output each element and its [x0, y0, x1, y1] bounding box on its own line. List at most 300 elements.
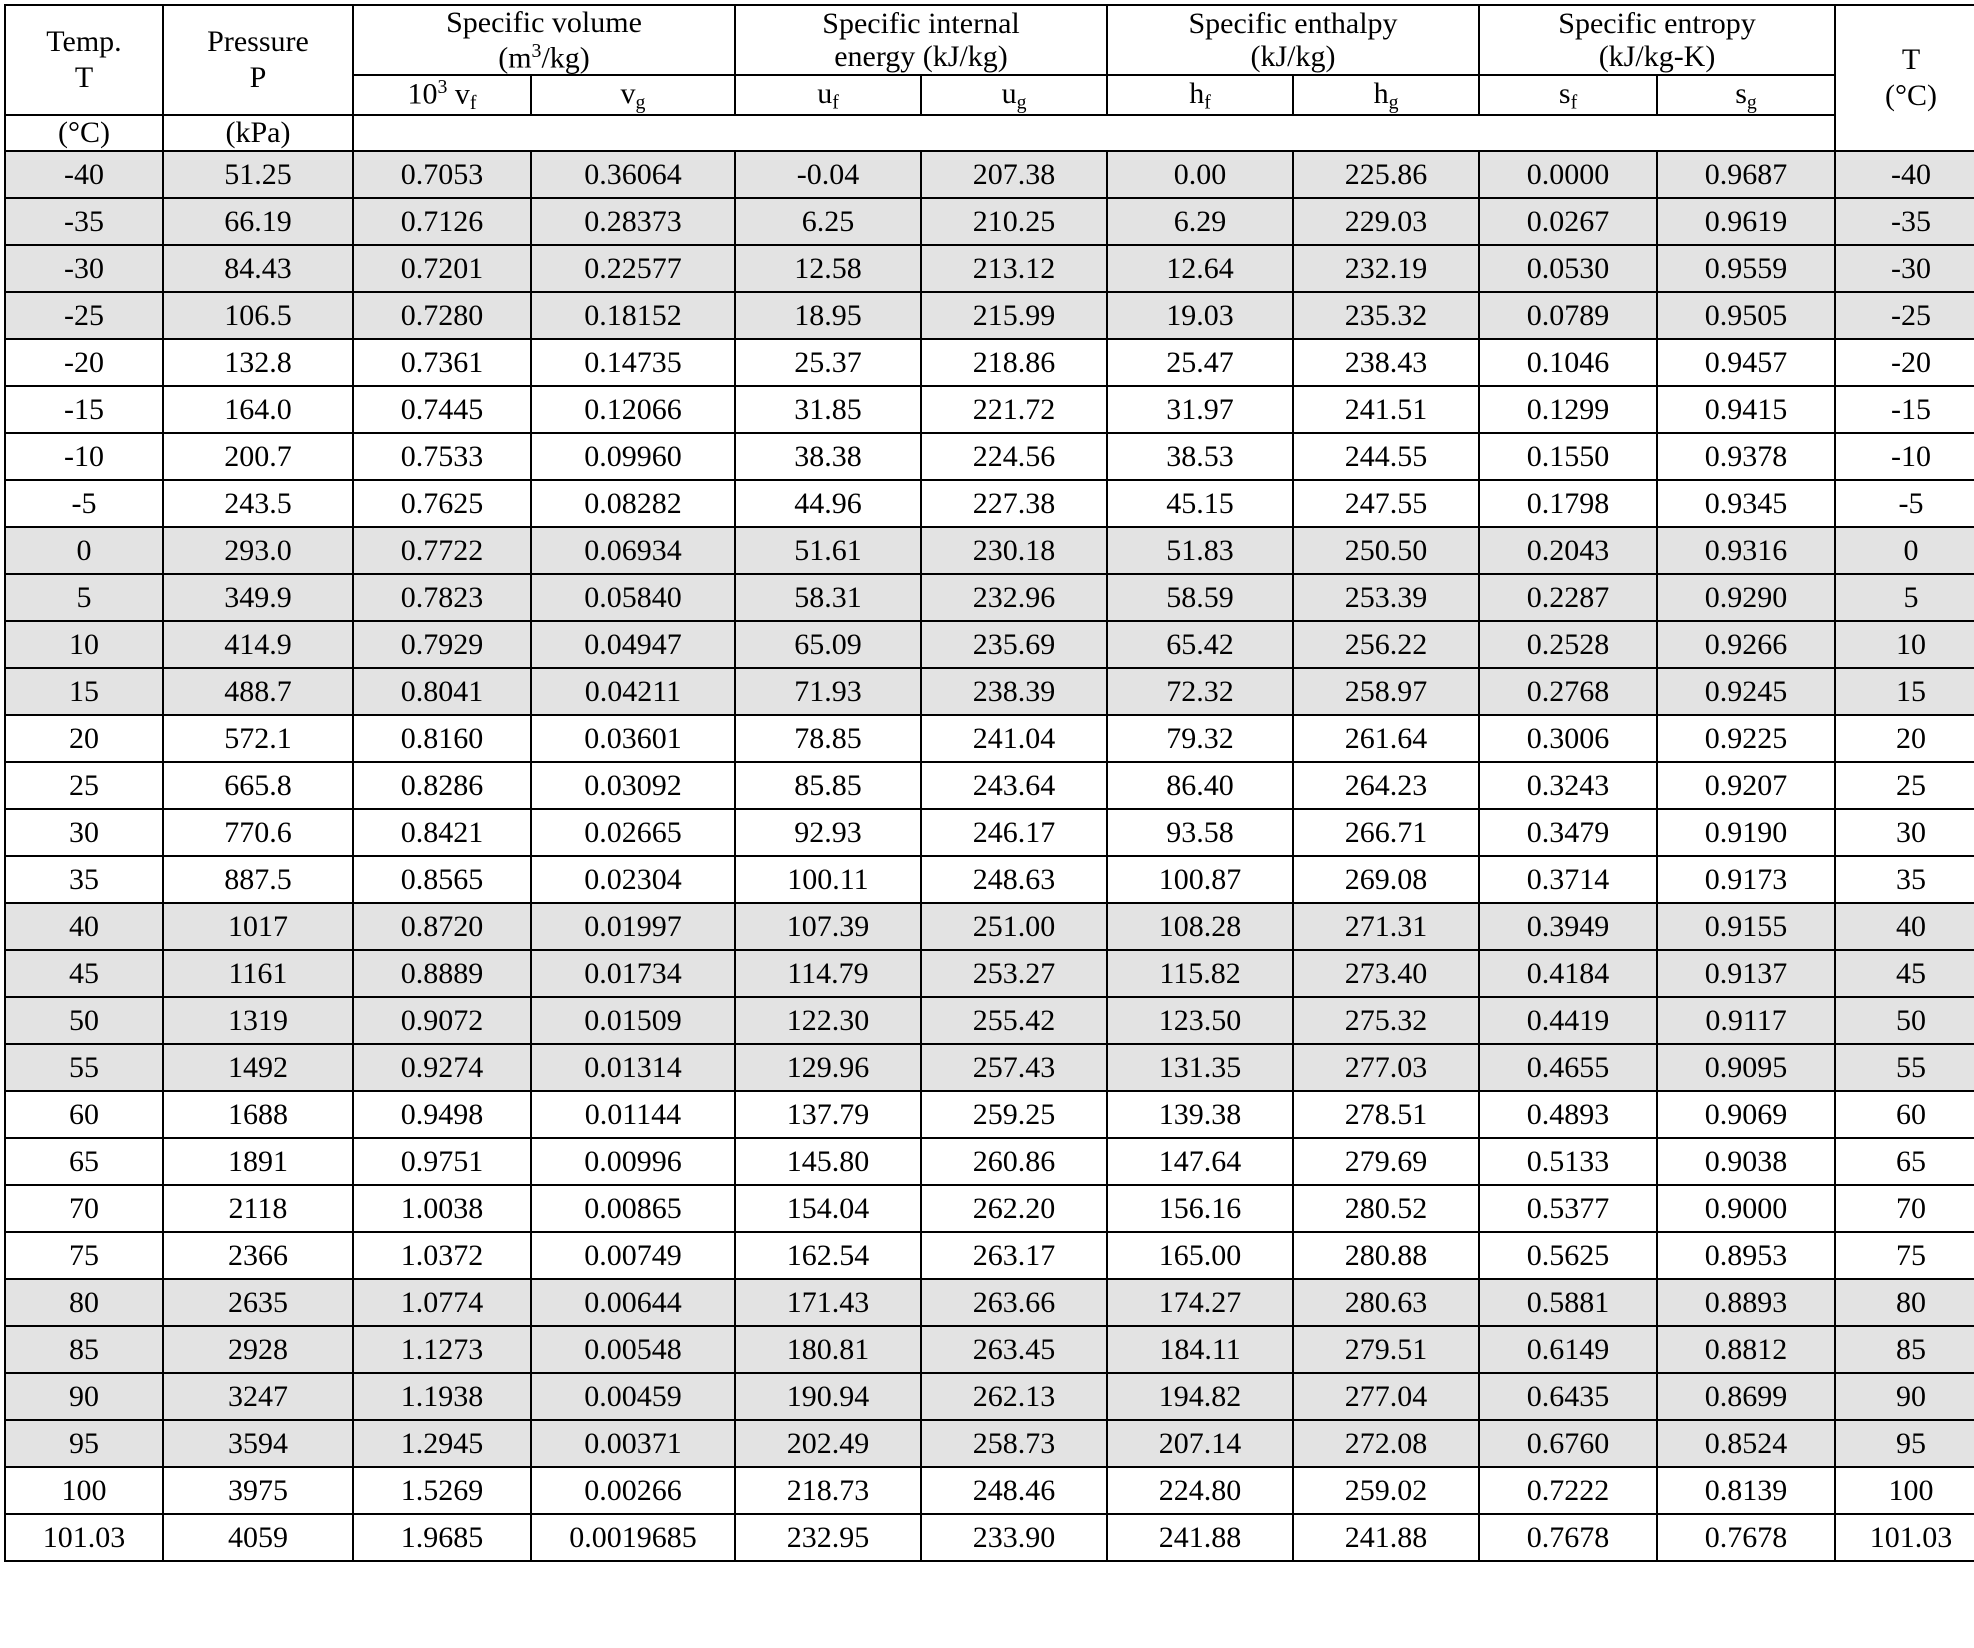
cell-sg: 0.9457 [1657, 339, 1835, 386]
cell-hf: 174.27 [1107, 1279, 1293, 1326]
cell-vf: 0.7625 [353, 480, 531, 527]
cell-hg: 275.32 [1293, 997, 1479, 1044]
cell-sf: 0.5377 [1479, 1185, 1657, 1232]
header-uf: $u_f$ [735, 75, 921, 115]
table-row [5, 1514, 1974, 1561]
cell-T2: -20 [1835, 339, 1974, 386]
table-row [5, 480, 1974, 527]
cell-uf: 31.85 [735, 386, 921, 433]
table-row [5, 151, 1974, 198]
cell-vf: 1.1273 [353, 1326, 531, 1373]
cell-hf: 31.97 [1107, 386, 1293, 433]
cell-P: 164.0 [163, 386, 353, 433]
header-units-spacer [353, 115, 1835, 151]
cell-ug: 262.13 [921, 1373, 1107, 1420]
cell-vf: 0.8565 [353, 856, 531, 903]
cell-T2: -35 [1835, 198, 1974, 245]
cell-vf: 0.8160 [353, 715, 531, 762]
cell-ug: 263.45 [921, 1326, 1107, 1373]
cell-sf: 0.5625 [1479, 1232, 1657, 1279]
header-group-specific-volume [353, 5, 735, 75]
cell-vg: 0.01144 [531, 1091, 735, 1138]
cell-hf: 12.64 [1107, 245, 1293, 292]
cell-hf: 131.35 [1107, 1044, 1293, 1091]
cell-P: 106.5 [163, 292, 353, 339]
table-row [5, 621, 1974, 668]
cell-sg: 0.9290 [1657, 574, 1835, 621]
cell-T2: -5 [1835, 480, 1974, 527]
cell-sf: 0.0267 [1479, 198, 1657, 245]
cell-T: 30 [5, 809, 163, 856]
cell-vg: 0.06934 [531, 527, 735, 574]
cell-vg: 0.28373 [531, 198, 735, 245]
cell-T: 15 [5, 668, 163, 715]
cell-T: 70 [5, 1185, 163, 1232]
cell-sg: 0.9225 [1657, 715, 1835, 762]
header-group-internal-energy [735, 5, 1107, 75]
cell-sf: 0.5133 [1479, 1138, 1657, 1185]
cell-sf: 0.1798 [1479, 480, 1657, 527]
cell-sf: 0.1046 [1479, 339, 1657, 386]
cell-ug: 221.72 [921, 386, 1107, 433]
table-row [5, 1091, 1974, 1138]
cell-sf: 0.3006 [1479, 715, 1657, 762]
cell-ug: 241.04 [921, 715, 1107, 762]
cell-P: 84.43 [163, 245, 353, 292]
cell-T: 65 [5, 1138, 163, 1185]
cell-vf: 1.9685 [353, 1514, 531, 1561]
cell-T2: 40 [1835, 903, 1974, 950]
cell-uf: 171.43 [735, 1279, 921, 1326]
cell-vg: 0.03601 [531, 715, 735, 762]
cell-P: 2366 [163, 1232, 353, 1279]
table-row [5, 527, 1974, 574]
cell-ug: 215.99 [921, 292, 1107, 339]
cell-ug: 224.56 [921, 433, 1107, 480]
header-hg: $h_g$ [1293, 75, 1479, 115]
cell-hg: 235.32 [1293, 292, 1479, 339]
cell-P: 66.19 [163, 198, 353, 245]
cell-vf: 1.0038 [353, 1185, 531, 1232]
cell-vf: 0.9072 [353, 997, 531, 1044]
cell-vg: 0.36064 [531, 151, 735, 198]
cell-vf: 0.8286 [353, 762, 531, 809]
cell-P: 887.5 [163, 856, 353, 903]
cell-sf: 0.0530 [1479, 245, 1657, 292]
cell-vg: 0.12066 [531, 386, 735, 433]
cell-sf: 0.6760 [1479, 1420, 1657, 1467]
header-group-enthalpy-line2: (kJ/kg) [1250, 40, 1336, 74]
cell-sg: 0.8139 [1657, 1467, 1835, 1514]
cell-uf: 25.37 [735, 339, 921, 386]
cell-T: 5 [5, 574, 163, 621]
cell-sg: 0.8953 [1657, 1232, 1835, 1279]
cell-vf: 0.7053 [353, 151, 531, 198]
cell-sf: 0.2768 [1479, 668, 1657, 715]
cell-T2: 65 [1835, 1138, 1974, 1185]
cell-T: 25 [5, 762, 163, 809]
cell-ug: 251.00 [921, 903, 1107, 950]
cell-hf: 241.88 [1107, 1514, 1293, 1561]
cell-hg: 250.50 [1293, 527, 1479, 574]
cell-hg: 258.97 [1293, 668, 1479, 715]
cell-hg: 264.23 [1293, 762, 1479, 809]
cell-hg: 232.19 [1293, 245, 1479, 292]
cell-T: 101.03 [5, 1514, 163, 1561]
cell-vf: 0.7533 [353, 433, 531, 480]
cell-ug: 257.43 [921, 1044, 1107, 1091]
cell-T: 75 [5, 1232, 163, 1279]
cell-uf: 122.30 [735, 997, 921, 1044]
cell-P: 1161 [163, 950, 353, 997]
cell-uf: 232.95 [735, 1514, 921, 1561]
table-row [5, 574, 1974, 621]
cell-T2: -10 [1835, 433, 1974, 480]
cell-ug: 238.39 [921, 668, 1107, 715]
cell-ug: 227.38 [921, 480, 1107, 527]
cell-T: -30 [5, 245, 163, 292]
cell-sf: 0.7222 [1479, 1467, 1657, 1514]
cell-T2: 20 [1835, 715, 1974, 762]
cell-hg: 279.51 [1293, 1326, 1479, 1373]
cell-uf: 85.85 [735, 762, 921, 809]
cell-uf: 51.61 [735, 527, 921, 574]
cell-hg: 280.88 [1293, 1232, 1479, 1279]
cell-P: 132.8 [163, 339, 353, 386]
header-sg: $s_g$ [1657, 75, 1835, 115]
cell-vf: 0.8421 [353, 809, 531, 856]
cell-T2: 75 [1835, 1232, 1974, 1279]
cell-T2: 45 [1835, 950, 1974, 997]
table-row [5, 1185, 1974, 1232]
cell-sg: 0.9137 [1657, 950, 1835, 997]
cell-vg: 0.09960 [531, 433, 735, 480]
table-row [5, 1044, 1974, 1091]
cell-P: 572.1 [163, 715, 353, 762]
cell-vg: 0.22577 [531, 245, 735, 292]
cell-hf: 147.64 [1107, 1138, 1293, 1185]
cell-T2: 55 [1835, 1044, 1974, 1091]
cell-hf: 45.15 [1107, 480, 1293, 527]
table-row [5, 1467, 1974, 1514]
cell-T: 35 [5, 856, 163, 903]
cell-sg: 0.9505 [1657, 292, 1835, 339]
cell-vg: 0.00749 [531, 1232, 735, 1279]
cell-hg: 273.40 [1293, 950, 1479, 997]
cell-uf: 218.73 [735, 1467, 921, 1514]
cell-hg: 241.88 [1293, 1514, 1479, 1561]
cell-sf: 0.3479 [1479, 809, 1657, 856]
cell-hf: 184.11 [1107, 1326, 1293, 1373]
cell-ug: 263.66 [921, 1279, 1107, 1326]
cell-hf: 93.58 [1107, 809, 1293, 856]
cell-P: 1492 [163, 1044, 353, 1091]
cell-vf: 0.7445 [353, 386, 531, 433]
table-row [5, 997, 1974, 1044]
header-group-enthalpy [1107, 5, 1479, 75]
header-temp-left-units: (°C) [5, 115, 163, 151]
header-pressure [163, 5, 353, 115]
table-row [5, 198, 1974, 245]
cell-vf: 0.8041 [353, 668, 531, 715]
cell-sf: 0.0000 [1479, 151, 1657, 198]
cell-hg: 259.02 [1293, 1467, 1479, 1514]
cell-P: 1688 [163, 1091, 353, 1138]
cell-hf: 6.29 [1107, 198, 1293, 245]
cell-vg: 0.00371 [531, 1420, 735, 1467]
cell-vg: 0.00644 [531, 1279, 735, 1326]
header-pressure-line2: P [249, 61, 267, 95]
header-group-enthalpy-line1: Specific enthalpy [1188, 6, 1398, 40]
cell-T: -35 [5, 198, 163, 245]
cell-P: 1017 [163, 903, 353, 950]
cell-vf: 0.8889 [353, 950, 531, 997]
cell-sg: 0.9316 [1657, 527, 1835, 574]
header-group-entropy [1479, 5, 1835, 75]
cell-P: 770.6 [163, 809, 353, 856]
table-row [5, 856, 1974, 903]
cell-T2: 0 [1835, 527, 1974, 574]
header-temp-left [5, 5, 163, 115]
cell-uf: 44.96 [735, 480, 921, 527]
cell-P: 2118 [163, 1185, 353, 1232]
cell-hf: 86.40 [1107, 762, 1293, 809]
header-temp-left-line2: T [74, 61, 94, 95]
cell-vg: 0.01509 [531, 997, 735, 1044]
saturated-refrigerant-property-table [4, 4, 1974, 1562]
table-row [5, 1138, 1974, 1185]
cell-hg: 280.63 [1293, 1279, 1479, 1326]
cell-P: 2928 [163, 1326, 353, 1373]
cell-hf: 25.47 [1107, 339, 1293, 386]
cell-vf: 0.8720 [353, 903, 531, 950]
cell-vf: 1.0372 [353, 1232, 531, 1279]
cell-T: -10 [5, 433, 163, 480]
cell-hg: 225.86 [1293, 151, 1479, 198]
cell-hg: 279.69 [1293, 1138, 1479, 1185]
cell-sf: 0.6149 [1479, 1326, 1657, 1373]
cell-P: 2635 [163, 1279, 353, 1326]
cell-hg: 229.03 [1293, 198, 1479, 245]
cell-ug: 246.17 [921, 809, 1107, 856]
cell-vg: 0.01314 [531, 1044, 735, 1091]
cell-T: -20 [5, 339, 163, 386]
table-row [5, 715, 1974, 762]
cell-T2: -40 [1835, 151, 1974, 198]
cell-T2: -15 [1835, 386, 1974, 433]
cell-sf: 0.0789 [1479, 292, 1657, 339]
cell-sf: 0.6435 [1479, 1373, 1657, 1420]
cell-vg: 0.04211 [531, 668, 735, 715]
header-temp-right-line2: (°C) [1885, 79, 1938, 113]
cell-P: 1319 [163, 997, 353, 1044]
cell-hf: 72.32 [1107, 668, 1293, 715]
cell-uf: 58.31 [735, 574, 921, 621]
cell-T: 45 [5, 950, 163, 997]
cell-P: 293.0 [163, 527, 353, 574]
cell-sf: 0.3714 [1479, 856, 1657, 903]
cell-hg: 269.08 [1293, 856, 1479, 903]
table-row [5, 1326, 1974, 1373]
cell-hg: 278.51 [1293, 1091, 1479, 1138]
header-group-internal-energy-line2: energy (kJ/kg) [834, 40, 1008, 74]
cell-ug: 218.86 [921, 339, 1107, 386]
cell-P: 488.7 [163, 668, 353, 715]
cell-vg: 0.00459 [531, 1373, 735, 1420]
cell-vg: 0.00996 [531, 1138, 735, 1185]
cell-T: -25 [5, 292, 163, 339]
header-hf: $h_f$ [1107, 75, 1293, 115]
cell-hg: 271.31 [1293, 903, 1479, 950]
cell-P: 243.5 [163, 480, 353, 527]
cell-vg: 0.14735 [531, 339, 735, 386]
cell-P: 414.9 [163, 621, 353, 668]
table-row [5, 1373, 1974, 1420]
cell-sg: 0.9038 [1657, 1138, 1835, 1185]
cell-ug: 243.64 [921, 762, 1107, 809]
table-body [5, 151, 1974, 1561]
cell-uf: 180.81 [735, 1326, 921, 1373]
cell-vf: 1.5269 [353, 1467, 531, 1514]
cell-hf: 51.83 [1107, 527, 1293, 574]
cell-uf: 137.79 [735, 1091, 921, 1138]
cell-hf: 65.42 [1107, 621, 1293, 668]
cell-ug: 210.25 [921, 198, 1107, 245]
cell-hg: 253.39 [1293, 574, 1479, 621]
header-group-internal-energy-line1: Specific internal [822, 6, 1020, 40]
cell-uf: 190.94 [735, 1373, 921, 1420]
cell-sg: 0.9245 [1657, 668, 1835, 715]
cell-ug: 258.73 [921, 1420, 1107, 1467]
cell-uf: 162.54 [735, 1232, 921, 1279]
cell-uf: 92.93 [735, 809, 921, 856]
cell-vg: 0.05840 [531, 574, 735, 621]
cell-vg: 0.02665 [531, 809, 735, 856]
cell-sg: 0.9155 [1657, 903, 1835, 950]
cell-hg: 277.03 [1293, 1044, 1479, 1091]
header-row-titles [5, 5, 1974, 75]
cell-hg: 266.71 [1293, 809, 1479, 856]
cell-hf: 115.82 [1107, 950, 1293, 997]
cell-vf: 0.7361 [353, 339, 531, 386]
cell-vf: 1.2945 [353, 1420, 531, 1467]
cell-T: 20 [5, 715, 163, 762]
cell-sg: 0.8893 [1657, 1279, 1835, 1326]
cell-uf: 12.58 [735, 245, 921, 292]
header-pressure-units: (kPa) [163, 115, 353, 151]
cell-ug: 253.27 [921, 950, 1107, 997]
cell-sf: 0.2287 [1479, 574, 1657, 621]
table-row [5, 433, 1974, 480]
cell-ug: 262.20 [921, 1185, 1107, 1232]
cell-vf: 1.1938 [353, 1373, 531, 1420]
cell-uf: 202.49 [735, 1420, 921, 1467]
cell-hg: 247.55 [1293, 480, 1479, 527]
table-row [5, 668, 1974, 715]
cell-T2: 80 [1835, 1279, 1974, 1326]
cell-vg: 0.02304 [531, 856, 735, 903]
cell-sf: 0.2043 [1479, 527, 1657, 574]
cell-vf: 0.9751 [353, 1138, 531, 1185]
cell-vf: 0.7823 [353, 574, 531, 621]
cell-uf: 71.93 [735, 668, 921, 715]
cell-sf: 0.3243 [1479, 762, 1657, 809]
header-group-entropy-line1: Specific entropy [1558, 6, 1756, 40]
cell-hf: 194.82 [1107, 1373, 1293, 1420]
cell-T2: 85 [1835, 1326, 1974, 1373]
cell-hg: 261.64 [1293, 715, 1479, 762]
cell-hg: 280.52 [1293, 1185, 1479, 1232]
cell-sf: 0.4419 [1479, 997, 1657, 1044]
cell-P: 51.25 [163, 151, 353, 198]
header-temp-left-line1: Temp. [46, 25, 122, 59]
cell-sg: 0.9000 [1657, 1185, 1835, 1232]
cell-vg: 0.00266 [531, 1467, 735, 1514]
cell-vg: 0.00865 [531, 1185, 735, 1232]
cell-vf: 1.0774 [353, 1279, 531, 1326]
cell-hf: 165.00 [1107, 1232, 1293, 1279]
cell-P: 4059 [163, 1514, 353, 1561]
header-pressure-line1: Pressure [207, 25, 309, 59]
cell-T2: 35 [1835, 856, 1974, 903]
cell-T: 80 [5, 1279, 163, 1326]
cell-sg: 0.9266 [1657, 621, 1835, 668]
cell-sg: 0.9378 [1657, 433, 1835, 480]
cell-sg: 0.9069 [1657, 1091, 1835, 1138]
cell-vf: 0.7722 [353, 527, 531, 574]
cell-hf: 207.14 [1107, 1420, 1293, 1467]
cell-uf: 154.04 [735, 1185, 921, 1232]
cell-hf: 100.87 [1107, 856, 1293, 903]
cell-ug: 213.12 [921, 245, 1107, 292]
cell-hg: 244.55 [1293, 433, 1479, 480]
table-row [5, 1279, 1974, 1326]
cell-T2: 30 [1835, 809, 1974, 856]
cell-ug: 230.18 [921, 527, 1107, 574]
cell-vf: 0.7126 [353, 198, 531, 245]
cell-hg: 238.43 [1293, 339, 1479, 386]
cell-sg: 0.9117 [1657, 997, 1835, 1044]
cell-sg: 0.9619 [1657, 198, 1835, 245]
table-row [5, 762, 1974, 809]
cell-P: 1891 [163, 1138, 353, 1185]
cell-hg: 241.51 [1293, 386, 1479, 433]
cell-ug: 259.25 [921, 1091, 1107, 1138]
cell-P: 349.9 [163, 574, 353, 621]
table-row [5, 809, 1974, 856]
table-row [5, 1232, 1974, 1279]
header-vg: $v_g$ [531, 75, 735, 115]
table-header [5, 5, 1974, 151]
cell-uf: 65.09 [735, 621, 921, 668]
cell-uf: 6.25 [735, 198, 921, 245]
cell-P: 3975 [163, 1467, 353, 1514]
cell-uf: 100.11 [735, 856, 921, 903]
cell-T: 10 [5, 621, 163, 668]
header-ug: $u_g$ [921, 75, 1107, 115]
cell-T2: 100 [1835, 1467, 1974, 1514]
cell-vf: 0.7201 [353, 245, 531, 292]
cell-P: 3247 [163, 1373, 353, 1420]
cell-sg: 0.8812 [1657, 1326, 1835, 1373]
cell-T: 95 [5, 1420, 163, 1467]
table-row [5, 903, 1974, 950]
cell-sf: 0.4893 [1479, 1091, 1657, 1138]
cell-vf: 0.9274 [353, 1044, 531, 1091]
table-row [5, 1420, 1974, 1467]
cell-vg: 0.08282 [531, 480, 735, 527]
cell-sg: 0.9173 [1657, 856, 1835, 903]
